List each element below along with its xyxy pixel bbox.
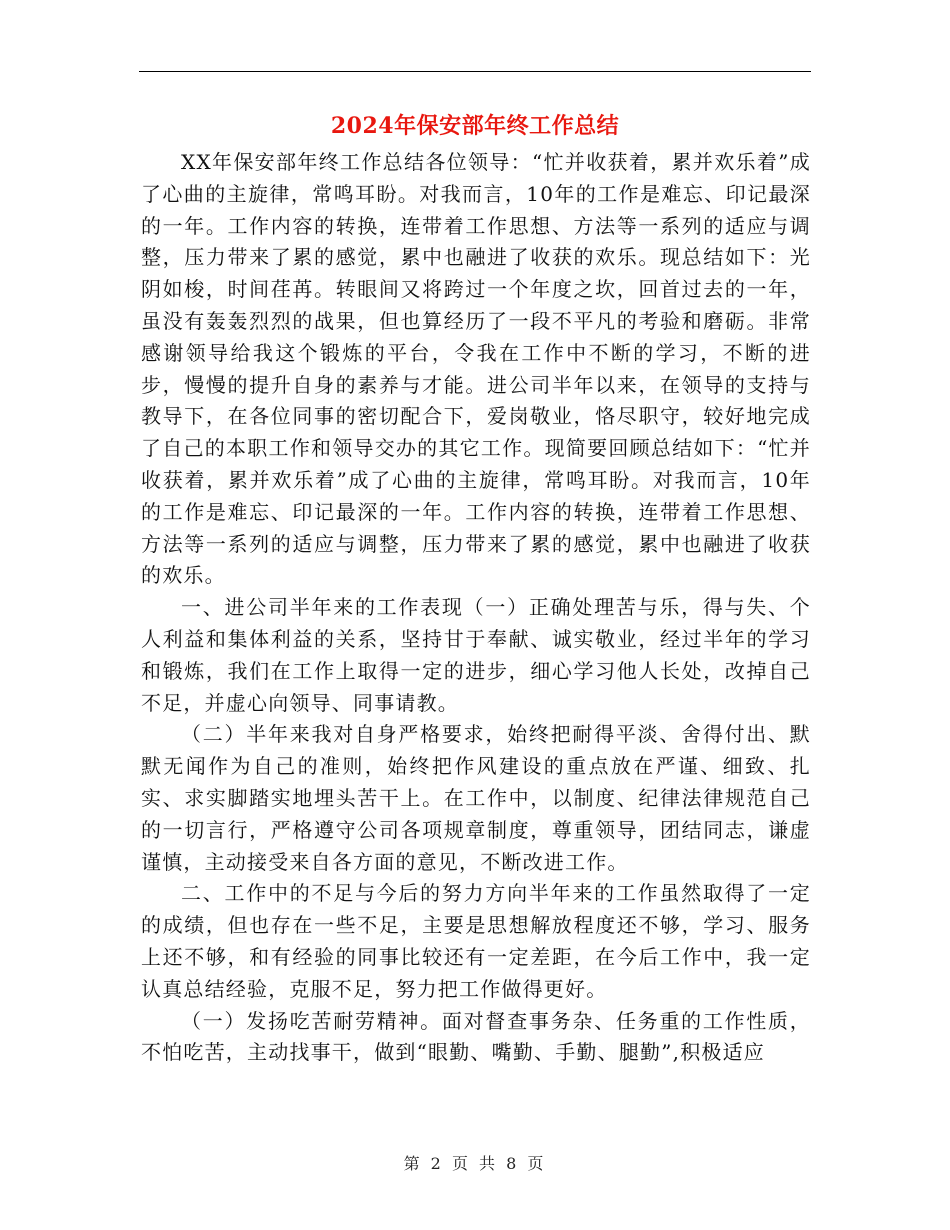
paragraph: 一、进公司半年来的工作表现（一）正确处理苦与乐，得与失、个人利益和集体利益的关系，坚持甘于奉献、诚实敬业，经过半年的学习和锻炼，我们在工作上取得一定的进步，细心学习他人长处，改掉自己不足，并虚心向领导、同事请教。 (141, 595, 811, 715)
paragraph: XX年保安部年终工作总结各位领导：“忙并收获着，累并欢乐着”成了心曲的主旋律，常鸣耳盼。对我而言，10年的工作是难忘、印记最深的一年。工作内容的转换，连带着工作思想、方法等一系列的适应与调整，压力带来了累的感觉，累中也融进了收获的欢乐。现总结如下：光阴如梭，时间荏苒。转眼间又将跨过一个年度之坎，回首过去的一年，虽没有轰轰烈烈的战果，但也算经历了一段不平凡的考验和磨砺。非常感谢领导给我这个锻炼的平台，令我在工作中不断的学习，不断的进步，慢慢的提升自身的素养与才能。进公司半年以来，在领导的支持与教导下，在各位同事的密切配合下，爱岗敬业，恪尽职守，较好地完成了自己的本职工作和领导交办的其它工作。现简要回顾总结如下：“忙并收获着，累并欢乐着”成了心曲的主旋律，常鸣耳盼。对我而言，10年的工作是难忘、印记最深的一年。工作内容的转换，连带着工作思想、方法等一系列的适应与调整，压力带来了累的感觉，累中也融进了收获的欢乐。 (141, 150, 811, 588)
header-rule (139, 71, 811, 72)
page-number-footer: 第 2 页 共 8 页 (403, 1154, 547, 1173)
document-body (141, 147, 811, 1069)
paragraph: （二）半年来我对自身严格要求，始终把耐得平淡、舍得付出、默默无闻作为自己的准则，始终把作风建设的重点放在严谨、细致、扎实、求实脚踏实地埋头苦干上。在工作中，以制度、纪律法律规范自己的一切言行，严格遵守公司各项规章制度，尊重领导，团结同志，谦虚谨慎，主动接受来自各方面的意见，不断改进工作。 (141, 722, 811, 874)
paragraph: （一）发扬吃苦耐劳精神。面对督查事务杂、任务重的工作性质，不怕吃苦，主动找事干，做到“眼勤、嘴勤、手勤、腿勤”,积极适应 (141, 1008, 811, 1065)
document-title: 2024年保安部年终工作总结 (330, 113, 620, 139)
paragraph: 二、工作中的不足与今后的努力方向半年来的工作虽然取得了一定的成绩，但也存在一些不足，主要是思想解放程度还不够，学习、服务上还不够，和有经验的同事比较还有一定差距，在今后工作中，我一定认真总结经验，克服不足，努力把工作做得更好。 (141, 881, 811, 1001)
